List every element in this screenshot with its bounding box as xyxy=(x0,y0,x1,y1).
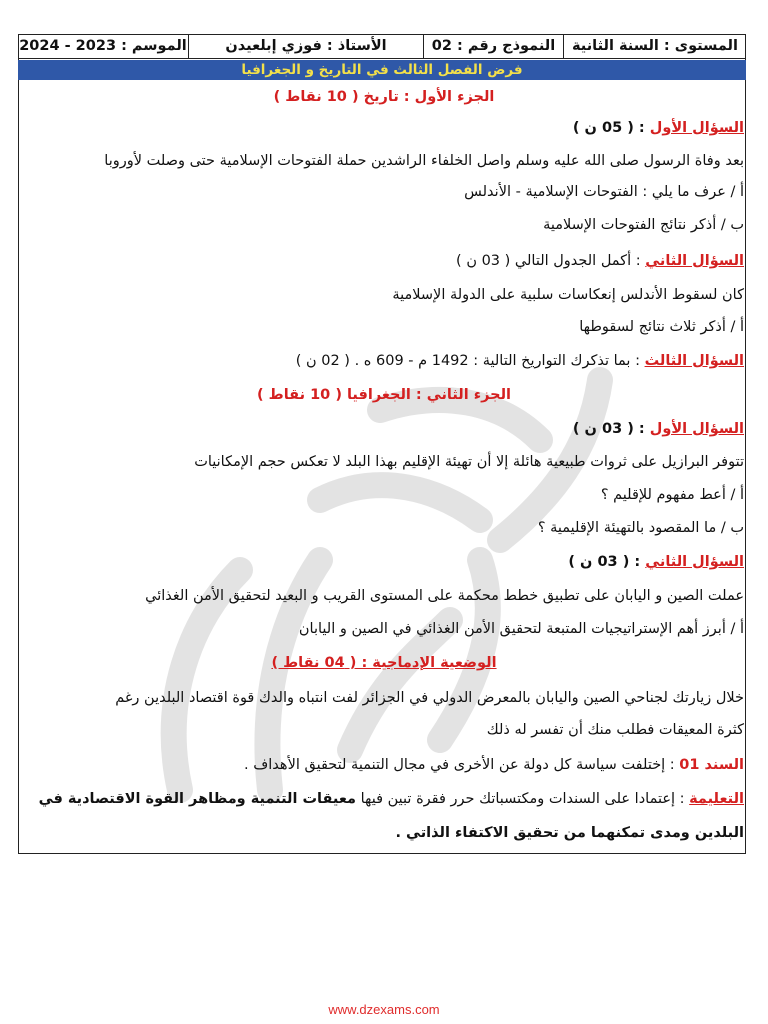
task-bold: معيقات التنمية ومظاهر القوة الاقتصادية في xyxy=(38,791,357,807)
model-cell: النموذج رقم : 02 xyxy=(423,34,563,58)
p1-q2-text: كان لسقوط الأندلس إنعكاسات سلبية على الدولة الإسلامية xyxy=(392,287,744,303)
p2-q1-label: السؤال الأول xyxy=(649,421,744,437)
p1-q2-rest: : أكمل الجدول التالي ( 03 ن ) xyxy=(456,253,641,269)
header-row xyxy=(18,34,746,59)
p1-q3-rest: : بما تذكرك التواريخ التالية : 1492 م - 609 ه . ( 02 ن ) xyxy=(295,353,640,369)
p1-q1-label: السؤال الأول xyxy=(649,120,744,136)
p1-q3-label: السؤال الثالث xyxy=(644,353,744,369)
footer-url[interactable]: www.dzexams.com xyxy=(328,1002,440,1017)
p2-q2-label: السؤال الثاني xyxy=(645,554,744,570)
p2-q1-b: ب / ما المقصود بالتهيئة الإقليمية ؟ xyxy=(537,520,744,536)
sanad-text: : إختلفت سياسة كل دولة عن الأخرى في مجال التنمية لتحقيق الأهداف . xyxy=(244,757,675,773)
p2-q2-text: عملت الصين و اليابان على تطبيق خطط محكمة على المستوى القريب و البعيد لتحقيق الأمن الغذائي xyxy=(145,588,744,604)
p1-q3-heading xyxy=(296,350,744,372)
exam-banner: فرض الفصل الثالث في التاريخ و الجغرافيا xyxy=(18,60,746,80)
integration-title: الوضعية الإدماجية : ( 04 نقاط ) xyxy=(271,655,497,671)
p1-q2-a: أ / أذكر ثلاث نتائج لسقوطها xyxy=(579,319,744,335)
part1-title: الجزء الأول : تاريخ ( 10 نقاط ) xyxy=(273,89,495,105)
task-line-2: البلدين ومدى تمكنهما من تحقيق الاكتفاء الذاتي . xyxy=(395,825,744,841)
task-label: التعليمة xyxy=(689,791,744,807)
level-cell: المستوى : السنة الثانية xyxy=(563,34,746,58)
p2-q2-heading xyxy=(568,551,744,573)
p1-q1-points: : ( 05 ن ) xyxy=(572,120,645,136)
p1-q1-heading xyxy=(573,117,744,139)
p1-q1-b: ب / أذكر نتائج الفتوحات الإسلامية xyxy=(543,217,744,233)
season-cell: الموسم : 2023 - 2024 xyxy=(19,38,187,54)
sanad-label: السند 01 xyxy=(679,757,744,773)
p1-q2-heading xyxy=(456,250,744,272)
integration-p1: خلال زيارتك لجناحي الصين واليابان بالمعرض الدولي في الجزائر لفت انتباه والدك قوة اقتصاد البلدين رغم xyxy=(115,690,744,706)
p1-q2-label: السؤال الثاني xyxy=(645,253,744,269)
integration-p2: كثرة المعيقات فطلب منك أن تفسر له ذلك xyxy=(486,722,744,738)
p2-q1-points: : ( 03 ن ) xyxy=(572,421,645,437)
p2-q1-text: تتوفر البرازيل على ثروات طبيعية هائلة إلا أن تهيئة الإقليم بهذا البلد لا تعكس حجم الإمكانيات xyxy=(194,454,744,470)
part2-title: الجزء الثاني : الجغرافيا ( 10 نقاط ) xyxy=(256,387,512,403)
p1-q1-text: بعد وفاة الرسول صلى الله عليه وسلم واصل الخلفاء الراشدين حملة الفتوحات الإسلامية حتى وصلت لأوروبا xyxy=(104,153,744,169)
p2-q2-points: : ( 03 ن ) xyxy=(568,554,641,570)
sanad-line xyxy=(244,754,744,776)
p2-q2-a: أ / أبرز أهم الإستراتيجيات المتبعة لتحقيق الأمن الغذائي في الصين و اليابان xyxy=(298,621,744,637)
p1-q1-a: أ / عرف ما يلي : الفتوحات الإسلامية - الأندلس xyxy=(464,184,744,200)
p2-q1-a: أ / أعط مفهوم للإقليم ؟ xyxy=(600,487,744,503)
task-line-1 xyxy=(39,788,744,810)
task-text: : إعتمادا على السندات ومكتسباتك حرر فقرة تبين فيها xyxy=(356,791,685,807)
teacher-cell: الأستاذ : فوزي إبلعيدن xyxy=(188,34,423,58)
p2-q1-heading xyxy=(573,418,744,440)
